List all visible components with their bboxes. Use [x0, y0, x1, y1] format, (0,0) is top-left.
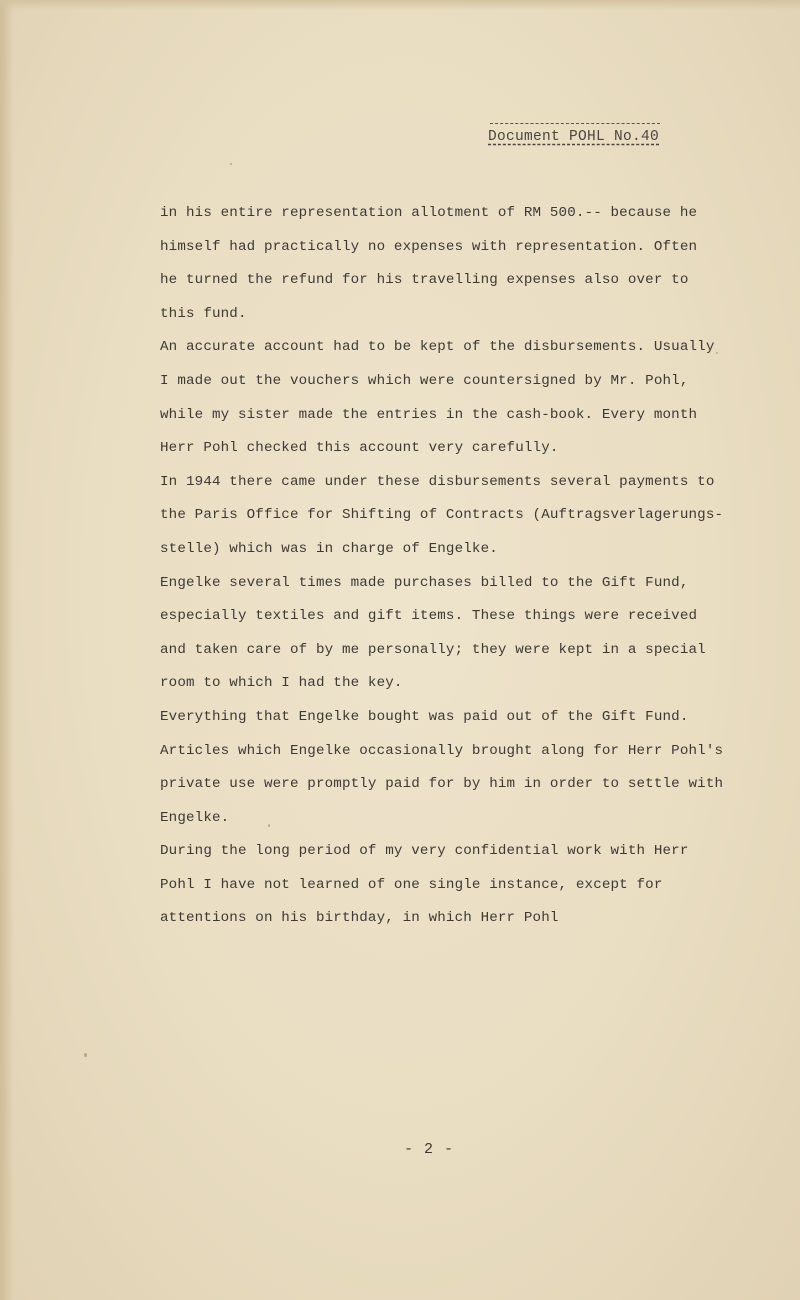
text-line: in his entire representation allotment of RM 500.-- because he	[160, 205, 698, 221]
text-line: Articles which Engelke occasionally brought along for Herr Pohl's	[160, 742, 724, 759]
paper-speck	[84, 1053, 87, 1057]
text-line: Herr Pohl checked this account very carefully.	[160, 440, 559, 457]
text-line: and taken care of by me personally; they were kept in a special	[160, 641, 706, 658]
paper-speck	[716, 352, 718, 354]
text-line: In 1944 there came under these disbursements several payments to	[160, 473, 715, 490]
page-number: - 2 -	[404, 1141, 455, 1158]
text-line: he turned the refund for his travelling expenses also over to	[160, 272, 689, 289]
paper-speck	[230, 163, 232, 165]
text-line: Engelke.	[160, 809, 230, 826]
text-line: the Paris Office for Shifting of Contracts (Auftragsverlagerungs-	[160, 507, 724, 524]
text-line: this fund.	[160, 305, 247, 322]
text-line: During the long period of my very confidential work with Herr	[160, 843, 689, 860]
text-line: especially textiles and gift items. These things were received	[160, 608, 698, 625]
text-line: Pohl I have not learned of one single instance, except for	[160, 876, 663, 893]
text-line: I made out the vouchers which were countersigned by Mr. Pohl,	[160, 372, 689, 389]
body-text	[160, 197, 724, 936]
text-line: himself had practically no expenses with representation. Often	[160, 238, 698, 255]
text-line: while my sister made the entries in the cash-book. Every month	[160, 406, 698, 423]
document-reference: Document POHL No.40	[488, 129, 688, 145]
text-line: private use were promptly paid for by him in order to settle with	[160, 776, 724, 793]
text-line: room to which I had the key.	[160, 675, 403, 692]
text-line: attentions on his birthday, in which Herr Pohl	[160, 910, 559, 927]
text-line: stelle) which was in charge of Engelke.	[160, 540, 498, 557]
paper-speck	[268, 824, 270, 827]
text-line: An accurate account had to be kept of the disbursements. Usually	[160, 339, 715, 356]
page-shadow-left	[0, 0, 14, 1300]
text-line: Everything that Engelke bought was paid out of the Gift Fund.	[160, 708, 689, 725]
text-line: Engelke several times made purchases billed to the Gift Fund,	[160, 574, 689, 591]
page-shadow-top	[0, 0, 800, 10]
